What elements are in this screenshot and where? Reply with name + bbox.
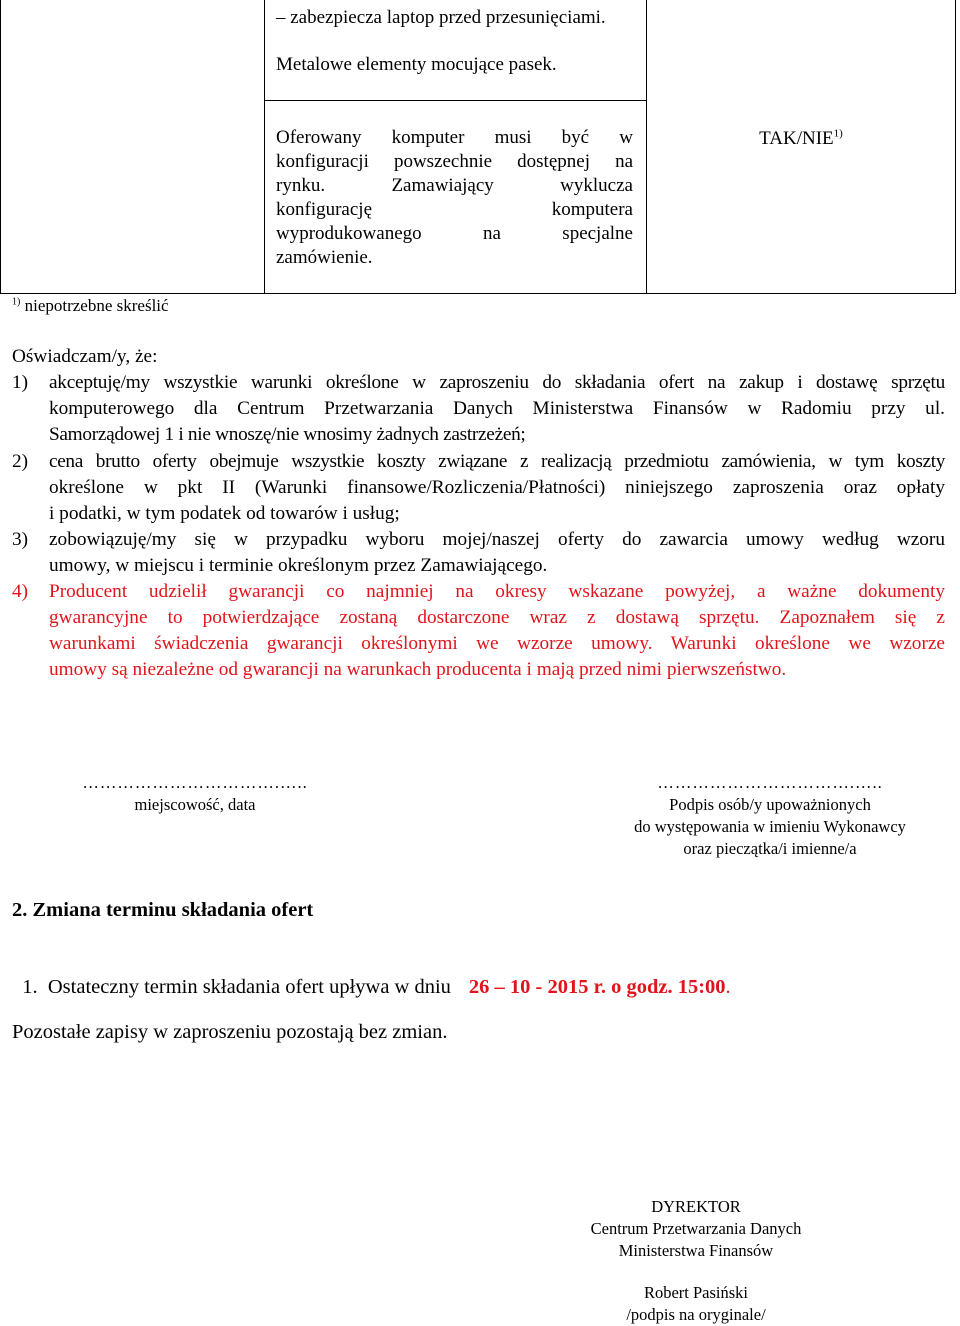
list-item-line: komputerowego dla Centrum Przetwarzania Danych Ministerstwa Finansów w Radomiu przy ul. — [49, 398, 945, 419]
list-item-line: określone w pkt II (Warunki finansowe/Rozliczenia/Płatności) niniejszego zaproszenia oraz opłaty — [49, 477, 945, 498]
cell-text: Metalowe elementy mocujące pasek. — [276, 54, 557, 75]
place-date-block — [40, 772, 350, 816]
remainder-text: Pozostałe zapisy w zaproszeniu pozostają bez zmian. — [12, 1021, 448, 1043]
table-border — [0, 293, 956, 294]
deadline-prefix: 1. Ostateczny termin składania ofert upływa w dniu — [22, 976, 451, 998]
answer-text: TAK/NIE — [759, 128, 834, 149]
footnote-marker: 1) — [12, 296, 21, 308]
signature-label: do występowania w imieniu Wykonawcy — [634, 817, 906, 836]
list-item-line: Producent udzielił gwarancji co najmniej na okresy wskazane powyżej, a ważne dokumenty — [49, 581, 945, 602]
section-heading: 2. Zmiana terminu składania ofert — [12, 899, 314, 921]
signature-label: Podpis osób/y upoważnionych — [669, 795, 871, 814]
offered-config-text: Oferowany komputer musi być w konfiguracji powszechnie dostępnej na rynku. Zamawiający wyklucza konfigurację komputera wyprodukowanego na specjalne zamówienie. — [276, 127, 633, 268]
cell-text: – zabezpiecza laptop przed przesunięciami. — [276, 7, 606, 28]
deadline-value: 26 – 10 - 2015 r. o godz. 15:00 — [468, 976, 726, 998]
list-item-line: umowy są niezależne od gwarancji na warunkach producenta i mają przed nimi pierwszeństwo. — [49, 659, 787, 680]
signer-org: Ministerstwa Finansów — [618, 1241, 774, 1260]
list-item-line: i podatki, w tym podatek od towarów i usług; — [49, 503, 400, 524]
signer-note: /podpis na oryginale/ — [626, 1305, 766, 1324]
declaration-intro: Oświadczam/y, że: — [12, 346, 158, 367]
signature-label: oraz pieczątka/i imienne/a — [683, 839, 857, 858]
list-number: 3) — [12, 529, 29, 550]
table-border — [955, 0, 956, 293]
table-border — [264, 0, 265, 293]
list-item-line: akceptuję/my wszystkie warunki określone w zaproszeniu do składania ofert na zakup i dostawę sprzętu — [49, 372, 945, 393]
list-item-line: umowy, w miejscu i terminie określonym przez Zamawiającego. — [49, 555, 548, 576]
table-border — [0, 0, 1, 293]
list-item-line: cena brutto oferty obejmuje wszystkie koszty związane z realizacją przedmiotu zamówienia, w tym koszty — [49, 451, 945, 472]
signer-org: Centrum Przetwarzania Danych — [590, 1219, 802, 1238]
answer-cell — [647, 127, 955, 151]
signer-name: Robert Pasiński — [643, 1283, 749, 1302]
footnote-marker: 1) — [833, 127, 843, 140]
signature-dots: …………………………….….. — [82, 773, 308, 792]
list-item-line: warunkami świadczenia gwarancji określonymi we wzorze umowy. Warunki określone we wzorze — [49, 633, 945, 654]
contractor-signature-block — [590, 772, 950, 860]
table-border — [264, 100, 646, 101]
list-number: 4) — [12, 581, 29, 602]
place-date-label: miejscowość, data — [134, 795, 256, 814]
list-number: 2) — [12, 451, 29, 472]
signer-title: DYREKTOR — [651, 1197, 741, 1216]
deadline-line — [12, 953, 731, 999]
footnote — [12, 296, 169, 316]
list-number: 1) — [12, 372, 29, 393]
deadline-end: . — [725, 976, 731, 998]
director-signature — [556, 1196, 836, 1326]
signature-dots: …………………………….….. — [657, 773, 883, 792]
list-item-line: gwarancyjne to potwierdzające zostaną dostarczone wraz z dostawą sprzętu. Zapoznałem się z — [49, 607, 945, 628]
list-item-line: zobowiązuję/my się w przypadku wyboru mojej/naszej oferty do zawarcia umowy według wzoru — [49, 529, 945, 550]
footnote-text: niepotrzebne skreślić — [24, 296, 169, 315]
list-item-line: Samorządowej 1 i nie wnoszę/nie wnosimy żadnych zastrzeżeń; — [49, 424, 526, 445]
